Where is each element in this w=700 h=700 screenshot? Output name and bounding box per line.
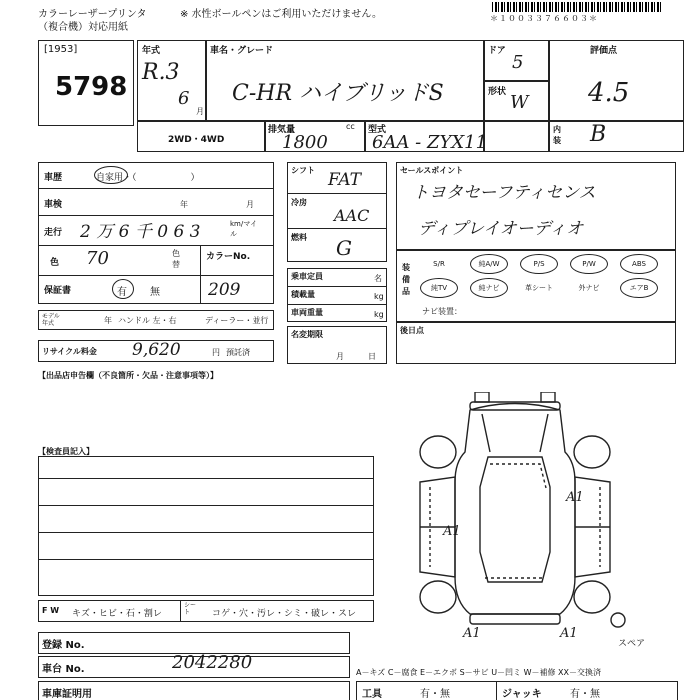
interior-value: B	[590, 122, 607, 147]
handle-label: ハンドル 左・右	[118, 316, 177, 325]
cert-label: 車庫証明用	[42, 689, 92, 700]
damage-legend: A－キズ C－腐食 E－エクボ S－サビ U－凹ミ W－補修 XX－交換済	[356, 668, 602, 677]
reg-no-label: 登録 No.	[42, 640, 85, 651]
inspection-year-unit: 年	[180, 200, 188, 209]
shift-value: FAT	[328, 170, 362, 190]
warranty-label: 保証書	[44, 286, 72, 296]
door-value: 5	[512, 52, 524, 73]
equipment-item: 革シート	[525, 284, 553, 292]
inspector-label: 【検査員記入】	[38, 447, 94, 456]
navi-label: ナビ装置：	[422, 307, 462, 316]
warranty-circle	[112, 279, 134, 299]
pen-note: ※ 水性ボールペンはご利用いただけません。	[180, 9, 382, 20]
color-value: 70	[86, 248, 109, 269]
sales-line-1: トヨタセーフティセンス	[412, 183, 596, 203]
shape-label: 形状	[488, 87, 507, 97]
load-unit: kg	[374, 292, 384, 301]
warranty-option-no: 無	[150, 287, 160, 298]
dealer-label: ディーラー・並行	[205, 316, 269, 325]
jack-options: 有・無	[570, 689, 600, 700]
afterfit-box	[396, 322, 676, 364]
afterfit-label: 後日点	[400, 326, 424, 335]
printer-note-2: （複合機）対応用紙	[38, 22, 128, 33]
jack-label: ジャッキ	[502, 689, 542, 700]
sales-label: セールスポイント	[400, 166, 464, 175]
load-label: 積載量	[291, 290, 315, 299]
damage-mark-3: A1	[463, 626, 481, 641]
equipment-item: 純A/W	[470, 254, 508, 274]
history-label: 車歴	[44, 173, 63, 183]
displacement-unit: cc	[346, 122, 355, 131]
equipment-item: 外ナビ	[578, 284, 600, 292]
equipment-item: 純TV	[420, 278, 458, 298]
capacity-label: 乗車定員	[291, 272, 323, 281]
printer-note: カラーレーザープリンタ	[38, 9, 147, 20]
displacement-value: 1800	[282, 132, 328, 153]
recycle-unit: 円	[212, 348, 220, 357]
reg-label: 名変期限	[291, 330, 323, 339]
warranty-option-yes: 有	[117, 287, 127, 298]
chassis-value: 2042280	[172, 652, 253, 673]
fw-label: F W	[42, 606, 60, 615]
recycle-value: 9,620	[132, 340, 181, 360]
name-label: 車名・グレード	[210, 46, 274, 56]
shape-value: W	[510, 92, 529, 113]
spare-label: スペア	[618, 639, 646, 649]
damage-mark-4: A1	[560, 626, 578, 641]
equipment-label: 装備品	[402, 263, 410, 296]
fw-items: キズ・ヒビ・石・割レ	[72, 609, 162, 619]
seat-items: コゲ・穴・汚レ・シミ・破レ・スレ	[212, 609, 357, 619]
seat-label: シート	[184, 602, 197, 616]
equipment-item: P/W	[570, 254, 608, 274]
car-diagram	[400, 392, 630, 632]
damage-mark-2: A1	[443, 524, 461, 539]
tools-options: 有・無	[420, 689, 450, 700]
shift-label: シフト	[291, 166, 315, 175]
recycle-note: 預託済	[226, 348, 250, 357]
chassis-label: 車台 No.	[42, 664, 85, 675]
model-label: 型式	[368, 125, 387, 135]
reg-day-unit: 日	[368, 352, 376, 361]
capacity-unit: 名	[374, 274, 382, 283]
equipment-item: S/R	[433, 260, 445, 268]
seller-notes-label: 【出品店申告欄（不良箇所・欠品・注意事項等）】	[38, 371, 218, 380]
mileage-value: 2 万 6 千 0 6 3	[80, 222, 201, 242]
barcode-number: ＊１００３３７６６０３＊	[490, 14, 598, 23]
model-year-unit: 年	[104, 316, 112, 325]
reg-month-unit: 月	[336, 352, 344, 361]
equipment-item: エアB	[620, 278, 658, 298]
color-change-label: 色替	[172, 249, 180, 269]
mileage-label: 走行	[44, 228, 63, 238]
equipment-item: ABS	[620, 254, 658, 274]
name-value: C-HR ハイブリッドS	[232, 81, 444, 106]
equipment-item: 純ナビ	[470, 278, 508, 298]
lot-number: 5798	[55, 72, 128, 102]
car-roof	[480, 457, 550, 582]
drive-label: 2WD・4WD	[168, 135, 225, 145]
sales-line-2: ディプレイオーディオ	[418, 219, 584, 239]
inspection-month-unit: 月	[246, 200, 254, 209]
year-label: 年式	[142, 46, 161, 56]
lot-tag: [1953]	[44, 44, 78, 55]
fuel-value: G	[336, 236, 352, 260]
score-label: 評価点	[590, 46, 618, 56]
model-year-label: モデル年式	[42, 313, 60, 327]
month-unit: 月	[196, 107, 204, 116]
ac-value: AAC	[334, 206, 370, 225]
recycle-label: リサイクル料金	[42, 347, 97, 356]
mileage-unit: km/マイル	[230, 220, 258, 238]
history-circle	[94, 166, 128, 184]
displacement-label: 排気量	[268, 125, 296, 135]
month-value: 6	[178, 88, 190, 109]
history-value: 自家用・（ ）	[96, 173, 200, 183]
damage-mark-1: A1	[566, 490, 584, 505]
barcode	[492, 2, 662, 12]
fuel-label: 燃料	[291, 233, 307, 242]
color-label: 色	[50, 258, 60, 268]
inspection-label: 車検	[44, 200, 63, 210]
inspector-box	[38, 456, 374, 596]
model-value: 6AA - ZYX11	[372, 132, 488, 153]
tools-label: 工具	[362, 689, 382, 700]
door-label: ドア	[488, 46, 506, 56]
ac-label: 冷房	[291, 198, 307, 207]
color-no-value: 209	[208, 280, 241, 300]
color-no-label: カラーNo.	[206, 252, 251, 262]
equipment-item: P/S	[520, 254, 558, 274]
year-value: R.3	[142, 60, 180, 85]
interior-label: 内装	[553, 125, 561, 145]
weight-unit: kg	[374, 310, 384, 319]
score-value: 4.5	[588, 78, 630, 108]
weight-label: 車両重量	[291, 308, 323, 317]
